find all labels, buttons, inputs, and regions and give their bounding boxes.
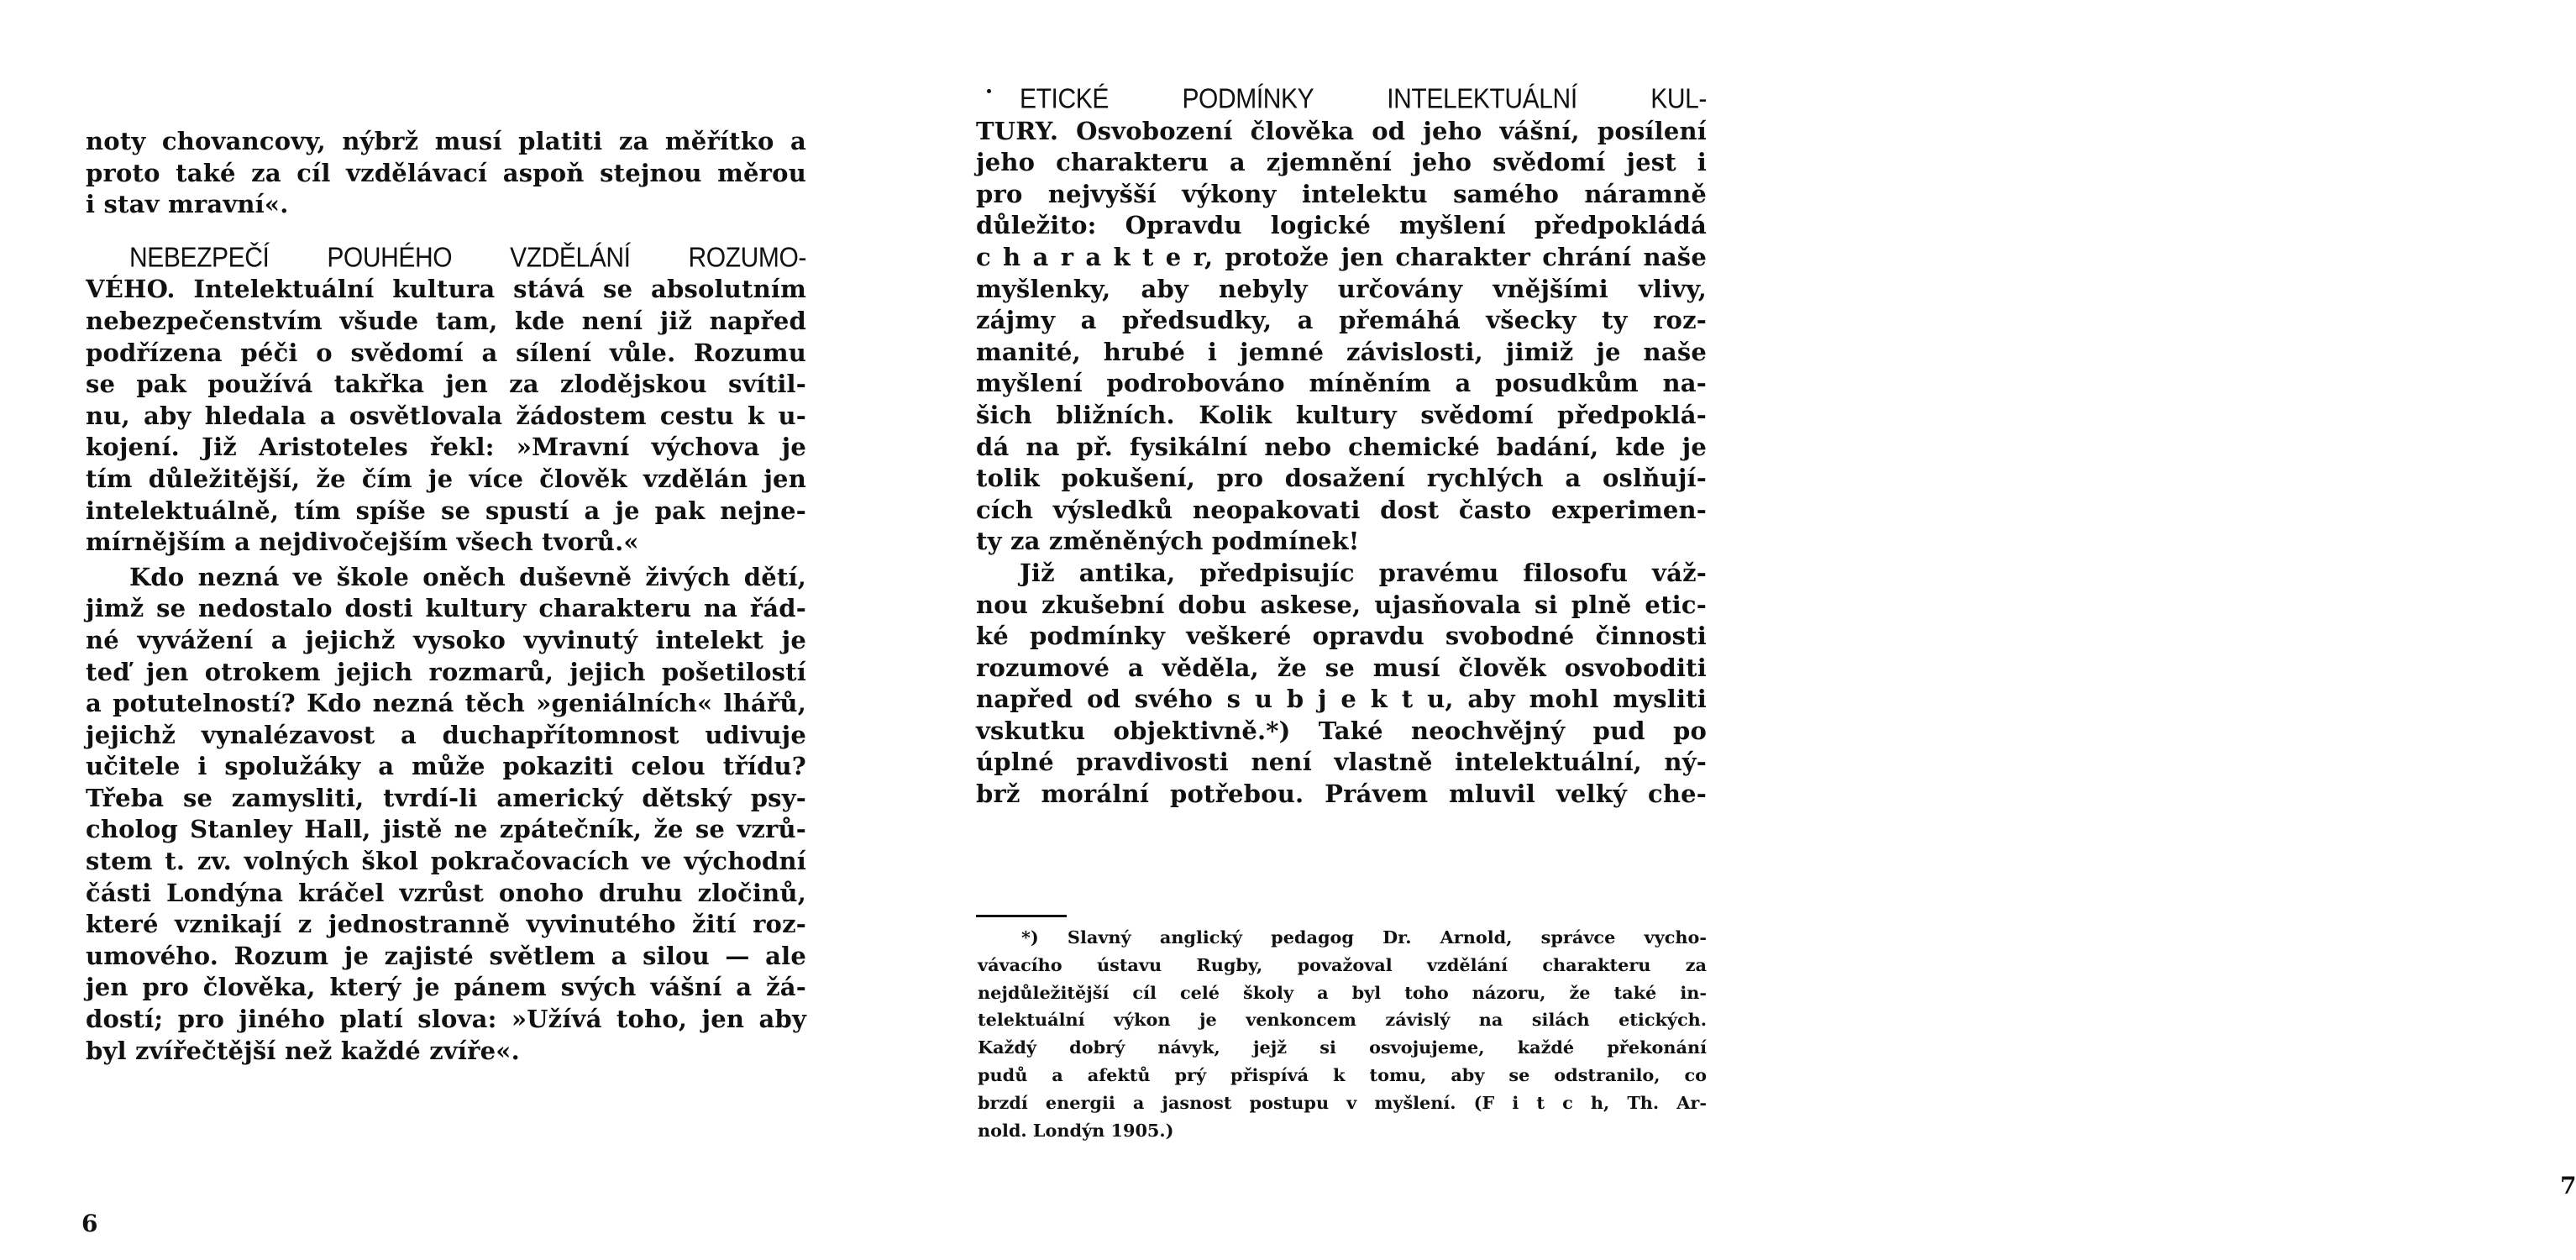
text-line: úplné pravdivosti není vlastně intelektuální, ný- [976, 748, 1707, 777]
text-line: ty za změněných podmínek! [976, 527, 1360, 556]
text-line: Kdo nezná ve škole oněch duševně živých dětí, [129, 562, 806, 591]
text-line: umového. Rozum je zajisté světlem a silou — ale [86, 941, 806, 970]
text-line: vskutku objektivně.*) Také neochvějný pud po [976, 716, 1707, 745]
footnote-line: nold. Londýn 1905.) [978, 1119, 1174, 1141]
footnote-line: telektuální výkon je venkoncem závislý na silách etických. [978, 1009, 1707, 1031]
footnote-rule [976, 915, 1067, 917]
text-line: ké podmínky veškeré opravdu svobodné činnosti [976, 622, 1707, 651]
text-line: jejichž vynalézavost a duchapřítomnost udivuje [86, 720, 806, 749]
text-line: nou zkušební dobu askese, ujasňovala si plně etic- [976, 590, 1707, 619]
text-line: učitele i spolužáky a může pokaziti celou třídu? [86, 752, 806, 781]
text-line: se pak používá takřka jen za zlodějskou svítil- [86, 370, 806, 399]
text-line: nu, aby hledala a osvětlovala žádostem cestu k u- [86, 401, 806, 430]
text-line: noty chovancovy, nýbrž musí platiti za měřítko a [86, 127, 806, 155]
text-line: kojení. Již Aristoteles řekl: »Mravní výchova je [86, 433, 806, 462]
text-line: rozumové a věděla, že se musí člověk osvoboditi [976, 653, 1707, 682]
section-heading: NEBEZPEČÍ POUHÉHO VZDĚLÁNÍ ROZUMO- [129, 242, 806, 274]
footnote-line: *) Slavný anglický pedagog Dr. Arnold, správce vycho- [1021, 927, 1707, 948]
footnote-line: pudů a afektů prý přispívá k tomu, aby se odstranilo, co [978, 1063, 1707, 1085]
footnote [978, 924, 1707, 1144]
text-line: zájmy a předsudky, a přemáhá všecky ty roz- [976, 306, 1707, 335]
text-line: né vyvážení a jejichž vysoko vyvinutý intelekt je [86, 625, 806, 654]
footnote-line: nejdůležitější cíl celé školy a byl toho názoru, že také in- [978, 981, 1707, 1003]
left-page [0, 0, 884, 1260]
text-line: myšlenky, aby nebyly určovány vnějšími vlivy, [976, 274, 1707, 303]
text-line: dá na př. fysikální nebo chemické badání, kde je [976, 432, 1707, 461]
section-heading: ETICKÉ PODMÍNKY INTELEKTUÁLNÍ KUL- [1020, 83, 1707, 115]
text-line: šich bližních. Kolik kultury svědomí předpoklá- [976, 400, 1707, 429]
text-line: byl zvířečtější než každé zvíře«. [86, 1036, 520, 1065]
text-line: jimž se nedostalo dosti kultury charakteru na řád- [86, 594, 806, 623]
text-line: podřízena péči o svědomí a sílení vůle. Rozumu [86, 338, 806, 367]
text-line: cholog Stanley Hall, jistě ne zpátečník, že se vzrů- [86, 815, 806, 844]
right-page [884, 0, 2576, 1260]
text-line: teď jen otrokem jejich rozmarů, jejich pošetilostí [86, 657, 806, 686]
text-line: jen pro člověka, který je pánem svých vášní a žá- [86, 973, 806, 1002]
text-line: a potutelností? Kdo nezná těch »geniálních« lhářů, [86, 689, 806, 718]
ink-dot [987, 89, 991, 93]
text-line: brž morální potřebou. Právem mluvil velký che- [976, 780, 1707, 809]
text-line: myšlení podrobováno míněním a posudkům na- [976, 369, 1707, 398]
text-line: tím důležitější, že čím je více člověk vzdělán jen [86, 464, 806, 493]
text-line: napřed od svého s u b j e k t u, aby mohl mysliti [976, 685, 1707, 714]
paragraph-gap [86, 221, 806, 243]
text-line: důležito: Opravdu logické myšlení předpokládá [976, 211, 1707, 240]
text-line: stem t. zv. volných škol pokračovacích ve východní [86, 847, 806, 876]
text-line: tolik pokušení, pro dosažení rychlých a oslňují- [976, 464, 1707, 493]
text-line: c h a r a k t e r, protože jen charakter chrání naše [976, 242, 1707, 271]
text-line: TURY. Osvobození člověka od jeho vášní, posílení [976, 116, 1707, 145]
text-line: manité, hrubé i jemné závislosti, jimiž je naše [976, 337, 1707, 366]
text-line: části Londýna kráčel vzrůst onoho druhu zločinů, [86, 878, 806, 907]
text-line: mírnějším a nejdivočejším všech tvorů.« [86, 528, 639, 557]
text-line: nebezpečenstvím všude tam, kde není již napřed [86, 306, 806, 335]
text-line: VÉHO. Intelektuální kultura stává se absolutním [86, 275, 806, 304]
footnote-line: Každý dobrý návyk, jejž si osvojujeme, každé překonání [978, 1037, 1707, 1058]
text-line: pro nejvyšší výkony intelektu samého náramně [976, 179, 1707, 208]
text-line: Třeba se zamysliti, tvrdí-li americký dětský psy- [86, 783, 806, 812]
page-number-right: 7 [2560, 1172, 2576, 1200]
left-page-text [86, 126, 806, 1067]
text-line: proto také za cíl vzdělávací aspoň stejnou měrou [86, 158, 806, 187]
text-line: Již antika, předpisujíc pravému filosofu váž- [1020, 558, 1707, 587]
text-line: dostí; pro jiného platí slova: »Užívá toho, jen aby [86, 1005, 806, 1034]
text-line: intelektuálně, tím spíše se spustí a je pak nejne- [86, 496, 806, 525]
text-line: jeho charakteru a zjemnění jeho svědomí jest i [976, 148, 1707, 177]
text-line: cích výsledků neopakovati dost často experimen- [976, 495, 1707, 524]
footnote-line: vávacího ústavu Rugby, považoval vzdělání charakteru za [978, 953, 1707, 975]
text-line: které vznikají z jednostranně vyvinutého žití roz- [86, 910, 806, 939]
text-line: i stav mravní«. [86, 190, 289, 219]
right-page-text [976, 84, 1707, 811]
page-number-left: 6 [81, 1210, 98, 1237]
footnote-line: brzdí energii a jasnost postupu v myšlení. (F i t c h, Th. Ar- [978, 1091, 1707, 1113]
